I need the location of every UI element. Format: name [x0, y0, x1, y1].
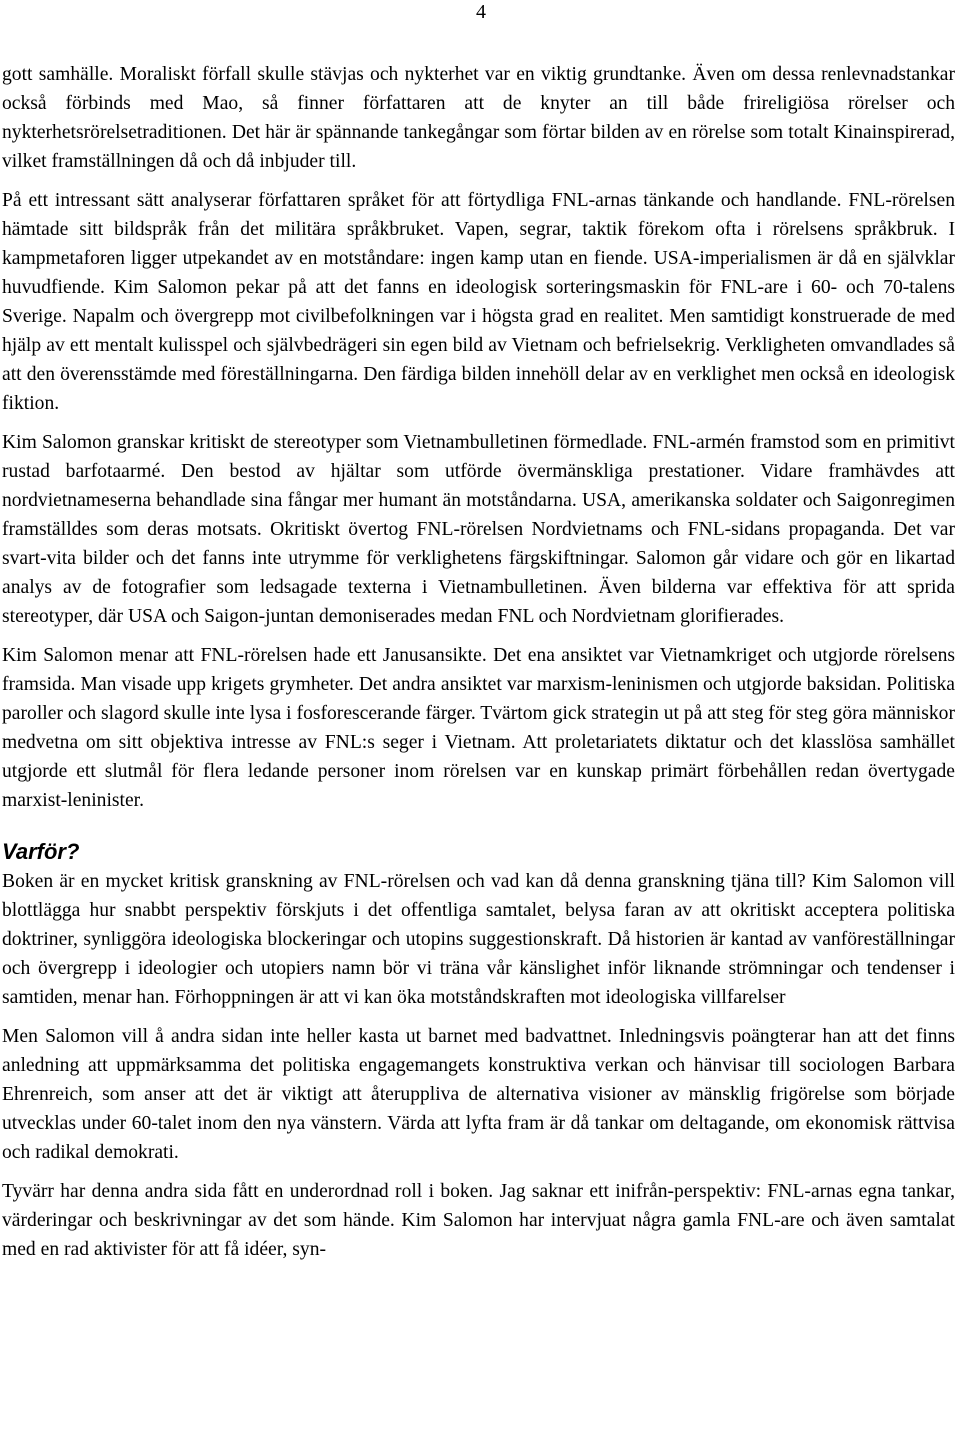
document-body: [2, 60, 955, 1274]
section-heading: Varför?: [2, 839, 80, 864]
paragraph: Men Salomon vill å andra sidan inte heller kasta ut barnet med badvattnet. Inledningsvis poängterar han att det finns anledning att uppmärksamma det politiska engagemangets konstruktiva verkan och hänvisar till sociologen Barbara Ehrenreich, som anser att det är viktigt att återuppliva de alternativa visioner av mänsklig frigörelse som började utvecklas under 60-talet inom den nya vänstern. Värda att lyfta fram är då tankar om deltagande, om ekonomisk rättvisa och radikal demokrati.: [2, 1026, 955, 1163]
paragraph: Kim Salomon menar att FNL-rörelsen hade ett Janusansikte. Det ena ansiktet var Vietnamkriget och utgjorde rörelsens framsida. Man visade upp krigets grymheter. Det andra ansiktet var marxism-leninismen och utgjorde baksidan. Politiska paroller och slagord skulle inte lysa i fosforescerande färger. Tvärtom gick strategin ut på att steg för steg göra människor medvetna om sitt objektiva intresse av FNL:s seger i Vietnam. Att proletariatets diktatur och det klasslösa samhället utgjorde ett slutmål för flera ledande personer inom rörelsen var en kunskap primärt förbehållen redan övertygade marxist-leninister.: [2, 645, 955, 811]
paragraph: gott samhälle. Moraliskt förfall skulle stävjas och nykterhet var en viktig grundtanke. Även om dessa renlevnadstankar också förbinds med Mao, så finner författaren att de knyter an till både frireligiösa rörelser och nykterhetsrörelsetraditionen. Det här är spännande tankegångar som förtar bilden av en rörelse som totalt Kinainspirerad, vilket framställningen då och då inbjuder till.: [2, 64, 955, 172]
page-number: 4: [476, 1, 486, 23]
paragraph: Kim Salomon granskar kritiskt de stereotyper som Vietnambulletinen förmedlade. FNL-armén framstod som en primitivt rustad barfotaarmé. Den bestod av hjältar som utförde övermänskliga prestationer. Vidare framhävdes att nordvietnameserna behandlade sina fångar mer humant än motståndarna. USA, amerikanska soldater och Saigonregimen framställdes som deras motsats. Okritiskt övertog FNL-rörelsen Nordvietnams och FNL-sidans propaganda. Det var svart-vita bilder och det fanns inte utrymme för verklighetens färgskiftningar. Salomon går vidare och gör en likartad analys av de fotografier som ledsagade texterna i Vietnambulletinen. Även bilderna var effektiva för att sprida stereotyper, där USA och Saigon-juntan demoniserades medan FNL och Nordvietnam glorifierades.: [2, 432, 955, 627]
paragraph: Boken är en mycket kritisk granskning av FNL-rörelsen och vad kan då denna granskning tjäna till? Kim Salomon vill blottlägga hur snabbt perspektiv förskjuts i det offentliga samtalet, belysa faran av att okritiskt acceptera politiska doktriner, synliggöra ideologiska blockeringar och utopins suggestionskraft. Då historien är kantad av vanföreställningar och övergrepp i ideologier och utopiers namn bör vi träna vår känslighet inför liknande strömningar och tendenser i samtiden, menar han. Förhoppningen är att vi kan öka motståndskraften mot ideologiska villfarelser: [2, 871, 955, 1008]
paragraph: Tyvärr har denna andra sida fått en underordnad roll i boken. Jag saknar ett inifrån-perspektiv: FNL-arnas egna tankar, värderingar och beskrivningar av det som hände. Kim Salomon har intervjuat några gamla FNL-are och även samtalat med en rad aktivister för att få idéer, syn-: [2, 1181, 955, 1260]
paragraph: På ett intressant sätt analyserar författaren språket för att förtydliga FNL-arnas tänkande och handlande. FNL-rörelsen hämtade sitt bildspråk från det militära språkbruket. Vapen, segrar, taktik förekom ofta i rörelsens språkbruk. I kampmetaforen ligger utpekandet av en motståndare: ingen kamp utan en fiende. USA-imperialismen är då en självklar huvudfiende. Kim Salomon pekar på att det fanns en ideologisk sorteringsmaskin för FNL-are i 60- och 70-talens Sverige. Napalm och övergrepp mot civilbefolkningen var i högsta grad en realitet. Men samtidigt konstruerade de med hjälp av ett mentalt kulisspel och självbedrägeri sin egen bild av Vietnam och befrielsekrig. Verkligheten omvandlades så att den överensstämde med föreställningarna. Den färdiga bilden innehöll delar av en verklighet men också en ideologisk fiktion.: [2, 190, 955, 414]
